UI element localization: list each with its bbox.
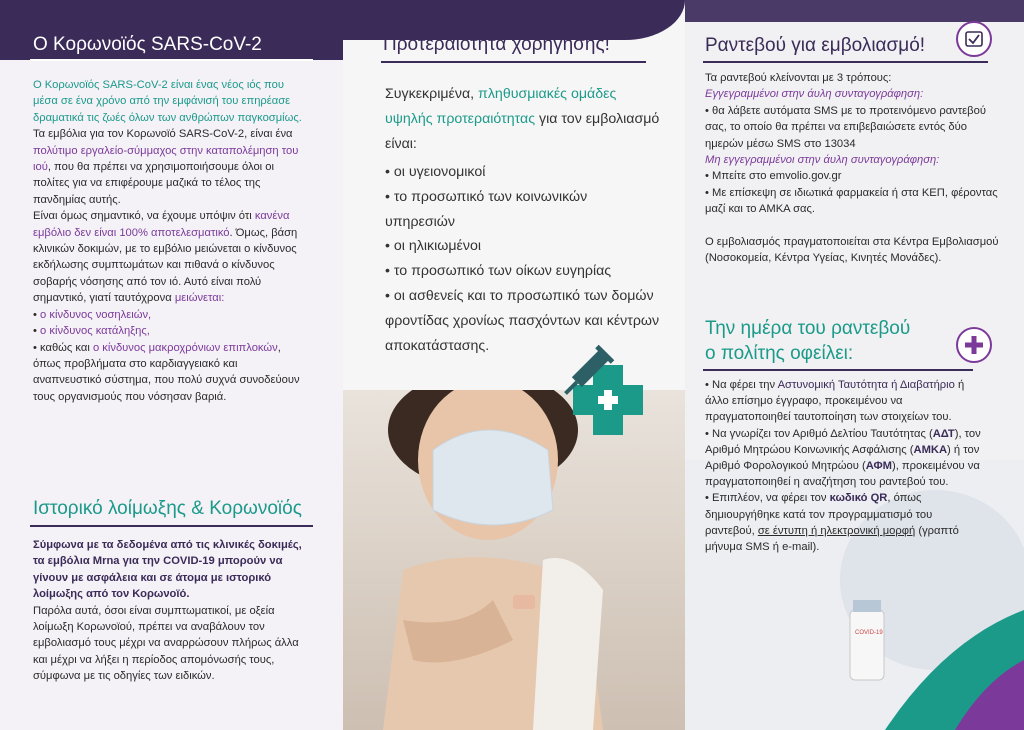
- panel3-title: Ραντεβού για εμβολιασμό!: [705, 35, 926, 56]
- title-underline: [30, 59, 313, 61]
- list-item: • οι υγειονομικοί: [385, 163, 486, 180]
- section-underline: [703, 369, 973, 371]
- citizen-duties-title: Την ημέρα του ραντεβού ο πολίτης οφείλει:: [705, 318, 911, 364]
- panel-about-virus: [0, 0, 343, 730]
- syringe-icon: [551, 338, 621, 408]
- vial-label: COVID-19: [855, 630, 883, 636]
- list-item: • το προσωπικό των οίκων ευγηρίας: [385, 263, 612, 280]
- appointment-text: Τα ραντεβού κλείνονται με 3 τρόπους: Εγγεγραμμένοι στην άυλη συνταγογράφηση: • θα λάβετε αυτόματα SMS με το προτεινόμενο ραντεβού σας, το οποίο θα πρέπει να επιβεβαιώσετε εντός δύο ημερών μέσω SMS στο 13034 Μη εγγεγραμμένοι στην άυλη συνταγογράφηση: • Μπείτε στο emvolio.gov.gr • Με επίσκεψη σε ιδιωτικά φαρμακεία ή στα ΚΕΠ, φέροντας μαζί και το ΑΜΚΑ σας. Ο εμβολιασμός πραγματοποιείται στα Κέντρα Εμβολιασμού (Νοσοκομεία, Κέντρα Υγείας, Κινητές Μονάδες).: [705, 72, 999, 265]
- panel1-title: Ο Κορωνοϊός SARS-CoV-2: [33, 34, 262, 55]
- panel2-title: Προτεραιότητα χορήγησης!: [383, 34, 610, 55]
- list-item: • το προσωπικό των κοινωνικών υπηρεσιών: [385, 188, 588, 230]
- panel-appointment: [685, 0, 1024, 730]
- duties-list: [705, 377, 985, 555]
- calendar-check-icon: [955, 20, 993, 58]
- list-item: • οι ηλικιωμένοι: [385, 238, 481, 255]
- list-item: • Επιπλέον, να φέρει τον κωδικό QR, όπως δημιουργήθηκε κατά τον προγραμματισμό του ραντεβού, σε έντυπη ή ηλεκτρονική μορφή (γραπτό μήνυμα SMS ή e-mail).: [705, 492, 959, 554]
- panel-priority: [343, 0, 685, 730]
- priority-list: [385, 82, 660, 359]
- title-underline: [381, 61, 646, 63]
- plus-circle-icon: [955, 326, 993, 364]
- title-underline: [703, 61, 988, 63]
- priority-lead: Συγκεκριμένα, πληθυσμιακές ομάδες υψηλής προτεραιότητας για τον εμβολιασμό είναι:: [385, 86, 660, 152]
- intro-text: Ο Κορωνοϊός SARS-CoV-2 είναι ένας νέος ιός που μέσα σε ένα χρόνο από την εμφάνισή του επηρέασε δραματικά τις ζωές όλων των ανθρώπων παγκοσμίως. Τα εμβόλια για τον Κορωνοϊό SARS-CoV-2, είναι ένα πολύτιμο εργαλείο-σύμμαχος στην καταπολέμηση του ιού, που θα πρέπει να χρησιμοποιήσουμε όλοι οι πολίτες για να επιφέρουμε μαζικά το τέλος της πανδημίας αυτής. Είναι όμως σημαντικό, να έχουμε υπόψιν ότι κανένα εμβόλιο δεν είναι 100% αποτελεσματικό. Όμως, βάση κλινικών δοκιμών, με το εμβόλιο μειώνεται ο κίνδυνος εκδήλωσης συμπτωμάτων και πιθανά ο κίνδυνος σοβαρής νόσησης από τον ιό. Αυτό είναι πολύ σημαντικό, γιατί ταυτόχρονα μειώνεται: • ο κίνδυνος νοσηλειών, • ο κίνδυνος κατάληξης, • καθώς και ο κίνδυνος μακροχρόνιων επιπλοκών, όπως προβλήματα στο καρδιαγγειακό και αναπνευστικό σύστημα, που πολύ συχνά συνοδεύουν τους οργανισμούς που νόσησαν βαριά.: [33, 79, 302, 403]
- section-underline: [30, 525, 313, 527]
- header-band: [685, 0, 1024, 22]
- list-item: • Να φέρει την Αστυνομική Ταυτότητα ή Διαβατήριο ή άλλο επίσημο έγγραφο, προκειμένου να πραγματοποιηθεί ταυτοποίηση των στοιχείων του.: [705, 379, 965, 424]
- vaccinated-woman-photo: [343, 390, 685, 730]
- history-text: Σύμφωνα με τα δεδομένα από τις κλινικές δοκιμές, τα εμβόλια Mrna για την COVID-19 μπορούν να γίνουν με ασφάλεια και σε άτομα με ιστορικό λοίμωξης από τον Κορωνοϊό. Παρόλα αυτά, όσοι είναι συμπτωματικοί, με οξεία λοίμωξη Κορωνοϊού, πρέπει να αναβάλουν τον εμβολιασμό τους μέχρι να αναρρώσουν πλήρως άλλα και μέχρι να λήξει η περίοδος απομόνωσής τους, σύμφωνα με τις οδηγίες των ειδικών.: [33, 539, 302, 683]
- list-item: • Να γνωρίζει τον Αριθμό Δελτίου Ταυτότητας (ΑΔΤ), τον Αριθμό Μητρώου Κοινωνικής Ασφάλισης (ΑΜΚΑ) ή τον Αριθμό Φορολογικού Μητρώου (ΑΦΜ), προκειμένου να πραγματοποιηθεί η αναζήτηση του ραντεβού του.: [705, 427, 981, 489]
- history-section-title: Ιστορικό λοίμωξης & Κορωνοϊός: [33, 498, 302, 519]
- list-item: • οι ασθενείς και το προσωπικό των δομών φροντίδας χρονίως πασχόντων και κέντρων αποκατάστασης.: [385, 288, 660, 355]
